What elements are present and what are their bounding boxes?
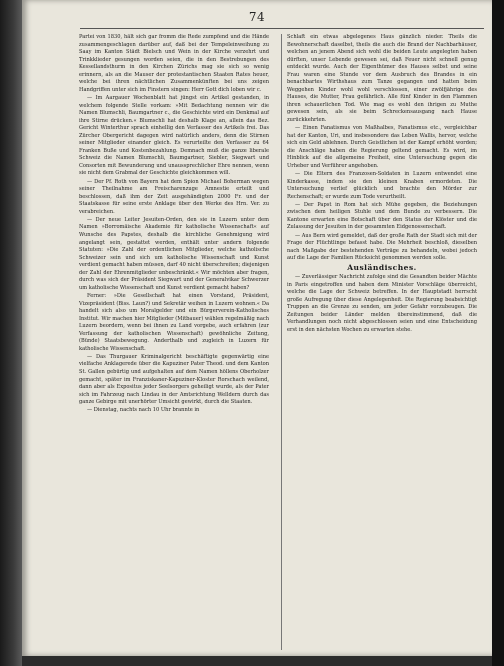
scan-edge — [492, 0, 504, 666]
column-divider — [281, 34, 282, 650]
right-paragraph: — Einen Fanatismus von Maßhalbes, Fanatismus etc., vergleichbar hat der Kanton, Uri, und insbesondere das Leben Wallis, hervor, welche sich ein Geld ablehnen. Durch Geistlichen ist der Kampf erhöht worden; die Anschläge haben die Regierung geltend gemacht. Es wird, im Hinblick auf die allgemeine Freiheit, eine Untersuchung gegen die Urheber und Verführer angehoben. — [287, 125, 477, 169]
left-paragraph: — Das Thurgauer Kriminalgericht beschäftigte gegenwärtig eine vielfache Anklagerede über die Kapuziner Pater Theod. und dem Kanton St. Gallen gebürtig und aufgehalten auf dem Namen höllens Oberholzer gemacht, später im Franziskaner-Kapuziner-Kloster Rorschach weilend, dann aber als Expositus jeder Seelsorgers geheiligt wurde, als der Pater sich im Fahrzeug nach Lindau in der Amtsrichtung Welldern durch das ganze Gebirge mit unerhörter Umsicht gewirkt, durch die Staaten. — [79, 353, 269, 406]
left-column — [79, 34, 269, 416]
right-paragraph: — Die Eltern des Franzosen-Soldaten in Luzern entwendet eine Kinderkasse, indem sie den kleinen Knaben ermordeten. Die Untersuchung verlief glücklich und brachte den Mörder zur Rechenschaft; er wurde zum Tode verurtheilt. — [287, 171, 477, 200]
page-number: 74 — [248, 10, 266, 24]
right-paragraph: — Der Papst in Rom hat sich Mühe gegeben, die Beziehungen zwischen dem heiligen Stuhle und dem Bunde zu verbessern. Die Kantone erwarten eine Botschaft über den Status der Klöster und die Zulassung der Jesuiten in der gesammten Eidgenossenschaft. — [287, 201, 477, 231]
right-column — [287, 34, 477, 335]
header-rule — [80, 28, 484, 29]
book-binding — [0, 0, 22, 666]
right-paragraph: — Aus Bern wird gemeldet, daß der große Rath der Stadt sich mit der Frage der Flüchtlinge befasst habe. Die Mehrheit beschloß, dieselben nach Maßgabe der bestehenden Verträge zu behandeln, wobei jedoch auf die Lage der Familien Rücksicht genommen werden solle. — [287, 232, 477, 262]
left-paragraph: Partei von 1830, hält sich gar fromm die Rede zumpfend und die Hände zusammengeschlagen darüber auf, daß bei der Tempeleinweihung zu Saay im Kanton Städt Bielsch und Wein in der Kirche verzehrt und Trinkklieder gesungen worden seien, die in den Bestrebungen des Kessellandsthurm in den Kirchen Zürichs mag sie sich so wenig erinnern, als an die Mauser der protestantischen Staaten Rates heuer, welche bei ihren nächtlichen Zusammenkünften bei uns zeigen Handgriffen unter sich im Finstern singen: Herr Gott dich loben wir c. — [79, 34, 269, 93]
left-paragraph: — Dienstag, nachts nach 10 Uhr brannte in — [87, 407, 200, 414]
left-paragraph: Ferner: »Die Gesellschaft hat einen Vorstand, Präsident, Vizepräsident (Biss. Laun?) und Sekretär weihen in Luzern wohnen.« Da handelt sich also um Moralgelder und ein Bürgerverein-Katholisches Institut. Wir machen hier Mitglieder (Mitbauer) wählen regelmäßig nach Luzern beordern, wenn bei ihnen zu Land vorgebe, auch erfahren (zur Verfassung der katholischen Wissenschaft) gewöhnliche Zeitung, (Bünde) Staatsbewegung. Anderthalb und zugleich in Luzern für katholische Wissenschaft. — [79, 292, 269, 352]
foreign-news-paragraph: — Zuverlässiger Nachricht zufolge sind die Gesandten beider Mächte in Paris eingetroffen und haben dem Minister Vorschläge überreicht, welche die Lage der Schweiz betreffen. In der Hauptstadt herrscht große Aufregung über diese Angelegenheit. Die Regierung beabsichtigt Truppen an die Grenze zu senden, um jeder Gefahr vorzubeugen. Die Zeitungen beider Länder melden übereinstimmend, daß die Verhandlungen noch nicht abgeschlossen seien und eine Entscheidung erst in den nächsten Wochen zu erwarten stehe. — [287, 273, 477, 333]
left-paragraph: — Der neue Leiter Jesuiten-Orden, den sie in Luzern unter dem Namen »Borromäische Akademie für katholische Wissenschaft« auf Wunsche des Papstes, deshalb die kirchliche Genehmigung wird angelangt sein, gestattet werden, enthält unter andern folgende Statuten: »Die Zahl der ordentlichen Mitglieder, welche katholische Schweizer sein und sich um katholische Wissenschaft und Kunst verdient gemacht haben müssen, darf 40 nicht überschreiten; diejenigen der Zahl der Ehrenmitglieder unbeschränkt.« Wir möchten aber fragen, durch was sich der Präsident Siegwart und der Generalvikar Schwerzer um katholische Wissenschaft und Kunst verdient gemacht haben? — [79, 216, 269, 291]
right-paragraph: Schlaft ein etwas abgelegenes Haus gänzlich nieder. Theils die Bewohnerschaft daselbst, theils die auch die Brand der Nachbarhäuser, welchen an jenem Abend sich wohl die beiden Leute angelegten haben dürften, unser Lebende gewesen sei, daß Feuer nicht schnell genug entdeckt wurde. Auch der Eigenthümer des Hauses selbst und seine Frau waren eine Stunde vor dem Ausbruch des Brandes in ein benachbartes Wirthshaus zum Tanze gegangen und hatten beim Weggehen Kinder wohl wohl verschlossen, einer zwölfjährige des Hauses, die Mutter, Frau gefährlich. Alle fünf Kinder in den Flammen ihren schauerlichen Tod. Wie mag es wohl den ihrigen zu Muthe gewesen sein, als sie beim Schreckensausgang nach Hause zurückkehrten. — [287, 34, 477, 124]
left-paragraph: — Im Aargauer Wochenblatt hat jüngst ein Artikel gestanden, in welchem folgende Stelle vorkam: »Mit Bedachtung nennen wir die Namen Blumschli, Baumgartner c., die Geschichte wird ein Denkmal auf ihre Stirne drücken.« Blumschli hat deshalb Klage an, allein das Bez. Gericht Winterthur sprach einhellig den Verfasser des Artikels frei. Das Zürcher Obergericht dagegen wird natürlich anders, denn die Stirnen seiner Mitglieder einander gleich. Es verurteilte den Verfasser zu 64 Franken Buße und Kostenbezahlung. Demnach muß die ganze liberale Schweiz die Namen Blumschli, Baumgartner, Siebler, Siegwart und Consorten mit Bewunderung und unaussprechlicher Ehre nennen, wenn sie nicht dem Grabmal der Geschichte gleichkommen will. — [79, 94, 269, 177]
section-heading: Ausländisches. — [347, 263, 417, 273]
left-paragraph: — Der Pf. Roth von Bayern hat dem Spion Michael Boherman wegen seiner Theilnahme am Freischarenzuge Amnestie erteilt und beschlossen, daß ihm der Zeit ausgehändigten 2000 Fr. und der Staatskasse für seine erste Anklage über den Werke des Hrn. Ver. zu verabreichen. — [79, 178, 269, 215]
newspaper-page — [22, 0, 492, 656]
